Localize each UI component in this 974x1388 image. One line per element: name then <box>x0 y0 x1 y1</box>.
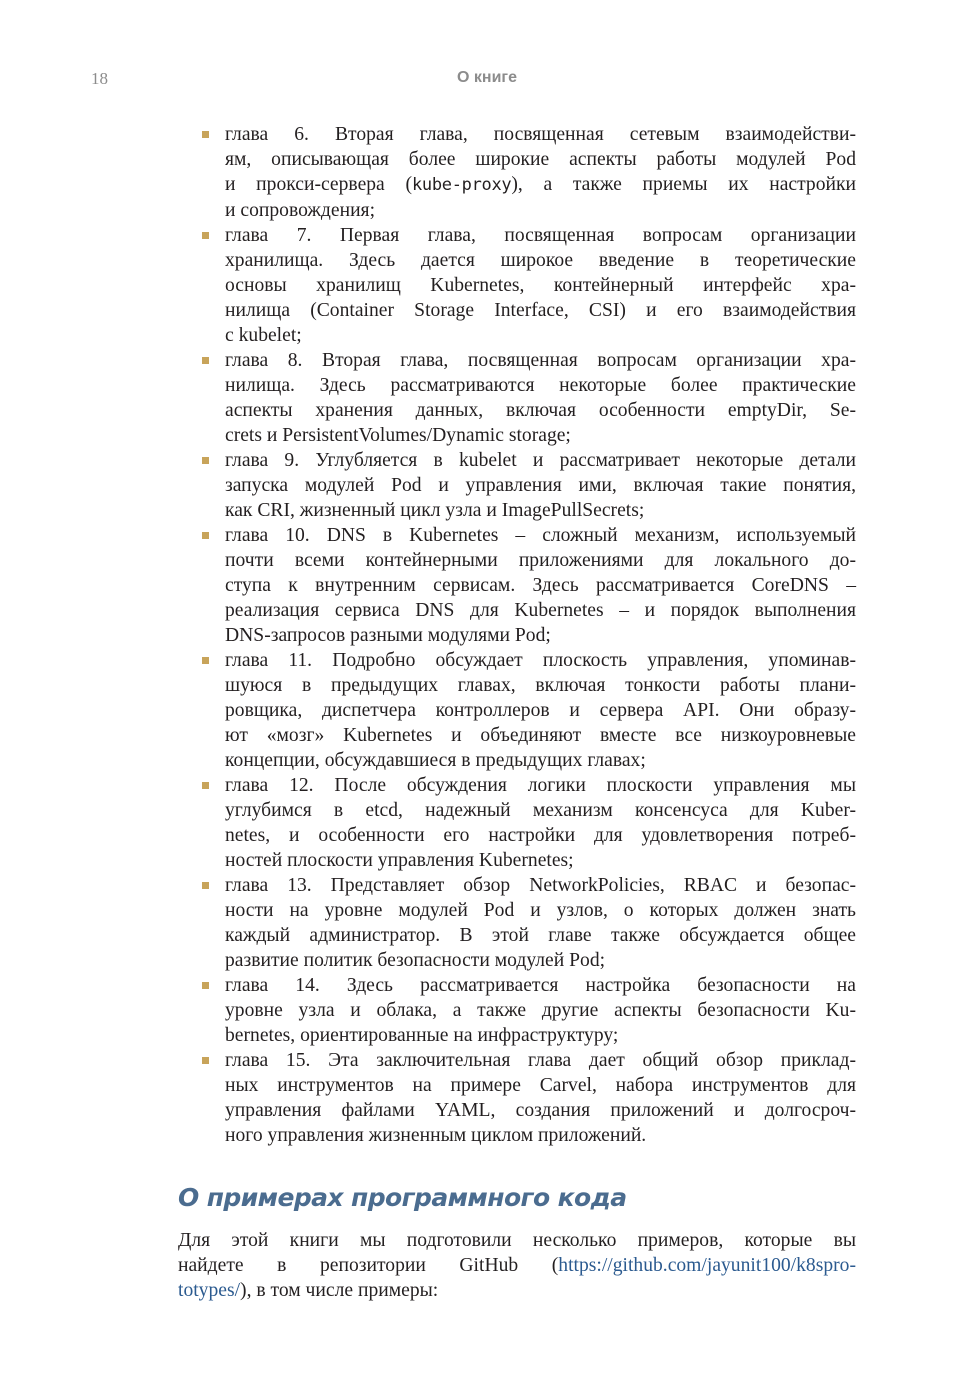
chapter-line: глава 8. Вторая глава, посвященная вопросам организации хра- <box>225 350 856 371</box>
square-bullet-icon <box>202 782 209 789</box>
paragraph-text: ), в том числе примеры: <box>240 1280 439 1301</box>
chapter-line: глава 14. Здесь рассматривается настройка безопасности на <box>225 975 856 996</box>
github-link[interactable]: https://github.com/jayunit100/k8spro- <box>558 1255 856 1276</box>
square-bullet-icon <box>202 1057 209 1064</box>
section-heading: О примерах программного кода <box>178 1183 627 1212</box>
chapter-line: глава 6. Вторая глава, посвященная сетевым взаимодействи- <box>225 124 856 145</box>
square-bullet-icon <box>202 131 209 138</box>
chapter-line: с kubelet; <box>225 325 302 346</box>
chapter-item <box>178 523 856 648</box>
chapter-line: шуюся в предыдущих главах, включая тонкости работы плани- <box>225 675 856 696</box>
chapter-line: глава 11. Подробно обсуждает плоскость управления, упоминав- <box>225 650 856 671</box>
github-link-continued[interactable]: totypes/ <box>178 1280 241 1301</box>
chapter-line: ных инструментов на примере Carvel, набора инструментов для <box>225 1075 856 1096</box>
chapter-line: ям, описывающая более широкие аспекты работы модулей Pod <box>225 149 856 170</box>
paragraph-line: Для этой книги мы подготовили несколько примеров, которые вы <box>178 1230 856 1251</box>
chapter-line: хранилища. Здесь дается широкое введение в теоретические <box>225 250 856 271</box>
chapter-line: основы хранилищ Kubernetes, контейнерный интерфейс хра- <box>225 275 856 296</box>
chapter-line: netes, и особенности его настройки для удовлетворения потреб- <box>225 825 856 846</box>
chapter-item <box>178 348 856 448</box>
chapter-line: глава 9. Углубляется в kubelet и рассматривает некоторые детали <box>225 450 856 471</box>
chapter-line: crets и PersistentVolumes/Dynamic storage; <box>225 425 571 446</box>
chapter-line: реализация сервиса DNS для Kubernetes – и порядок выполнения <box>225 600 856 621</box>
chapter-line: bernetes, ориентированные на инфраструктуру; <box>225 1025 619 1046</box>
chapter-item <box>178 873 856 973</box>
chapter-text: ), а также приемы их настройки <box>511 174 856 195</box>
square-bullet-icon <box>202 532 209 539</box>
chapter-line: углубимся в etcd, надежный механизм консенсуса для Kuber- <box>225 800 856 821</box>
chapter-line: уровне узла и облака, а также другие аспекты безопасности Ku- <box>225 1000 856 1021</box>
chapter-line: глава 10. DNS в Kubernetes – сложный механизм, используемый <box>225 525 856 546</box>
chapter-item <box>178 448 856 523</box>
chapter-line: нилища (Container Storage Interface, CSI) и его взаимодействия <box>225 300 856 321</box>
chapter-line: ют «мозг» Kubernetes и объединяют вместе все низкоуровневые <box>225 725 856 746</box>
chapter-item <box>178 773 856 873</box>
chapter-list <box>178 122 856 1148</box>
chapter-line: ступа к внутренним сервисам. Здесь рассматривается CoreDNS – <box>225 575 856 596</box>
chapter-line: каждый администратор. В этой главе также обсуждается общее <box>225 925 856 946</box>
chapter-line: запуска модулей Pod и управления ими, включая такие понятия, <box>225 475 856 496</box>
chapter-item <box>178 648 856 773</box>
chapter-line <box>225 172 856 198</box>
square-bullet-icon <box>202 982 209 989</box>
chapter-line: ного управления жизненным циклом приложений. <box>225 1125 647 1146</box>
chapter-line: глава 12. После обсуждения логики плоскости управления мы <box>225 775 856 796</box>
chapter-line: развитие политик безопасности модулей Pod; <box>225 950 606 971</box>
square-bullet-icon <box>202 457 209 464</box>
page-content <box>178 122 856 1303</box>
chapter-line: ности на уровне модулей Pod и узлов, о которых должен знать <box>225 900 856 921</box>
chapter-line: ровщика, диспетчера контроллеров и сервера API. Они образу- <box>225 700 856 721</box>
paragraph-line <box>178 1253 856 1278</box>
square-bullet-icon <box>202 232 209 239</box>
chapter-line: концепции, обсуждавшиеся в предыдущих главах; <box>225 750 646 771</box>
chapter-item <box>178 973 856 1048</box>
chapter-text: и прокси-сервера ( <box>225 174 412 195</box>
chapter-line: как CRI, жизненный цикл узла и ImagePullSecrets; <box>225 500 645 521</box>
chapter-line: глава 13. Представляет обзор NetworkPolicies, RBAC и безопас- <box>225 875 856 896</box>
chapter-line: нилища. Здесь рассматриваются некоторые более практические <box>225 375 856 396</box>
square-bullet-icon <box>202 657 209 664</box>
chapter-line: глава 15. Эта заключительная глава дает общий обзор приклад- <box>225 1050 856 1071</box>
chapter-line: аспекты хранения данных, включая особенности emptyDir, Se- <box>225 400 856 421</box>
chapter-item <box>178 1048 856 1148</box>
chapter-item <box>178 223 856 348</box>
inline-code: kube-proxy <box>411 175 512 195</box>
chapter-line: глава 7. Первая глава, посвященная вопросам организации <box>225 225 856 246</box>
chapter-line: DNS-запросов разными модулями Pod; <box>225 625 551 646</box>
square-bullet-icon <box>202 357 209 364</box>
code-examples-paragraph <box>178 1228 856 1303</box>
paragraph-text: найдете в репозитории GitHub ( <box>178 1255 559 1276</box>
running-head: О книге <box>457 69 517 86</box>
page-number: 18 <box>91 69 108 88</box>
chapter-line: управления файлами YAML, создания приложений и долгосроч- <box>225 1100 856 1121</box>
paragraph-line <box>178 1278 856 1303</box>
chapter-line: и сопровождения; <box>225 200 376 221</box>
chapter-line: ностей плоскости управления Kubernetes; <box>225 850 574 871</box>
chapter-item <box>178 122 856 223</box>
square-bullet-icon <box>202 882 209 889</box>
chapter-line: почти всеми контейнерными приложениями для локального до- <box>225 550 856 571</box>
